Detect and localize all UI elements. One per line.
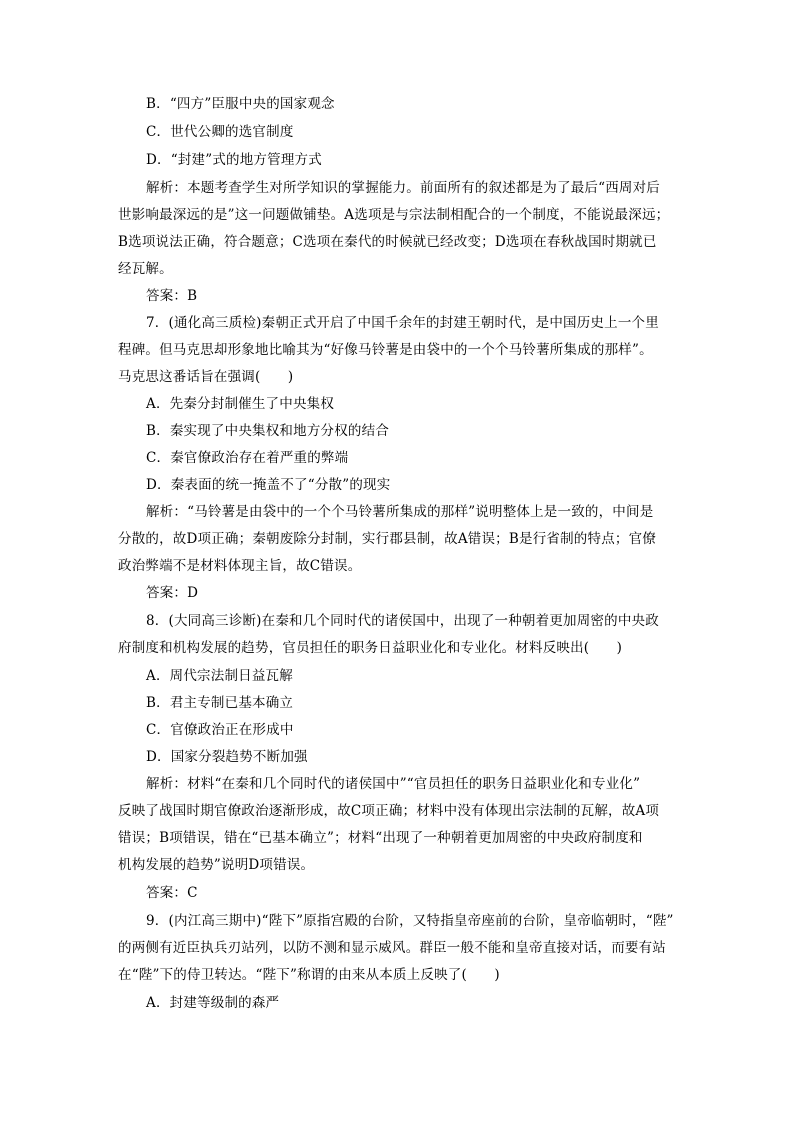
q7-stem-line: 马克思这番话旨在强调( ) [118,369,294,385]
q9-stem-line: 9．(内江高三期中)“陛下”原指宫殿的台阶，又特指皇帝座前的台阶，皇帝临朝时，“陛” [146,913,674,929]
q8-analysis-line: 错误；B项错误，错在“已基本确立”；材料“出现了一种朝着更加周密的中央政府制度和 [118,830,643,846]
q7-stem-line: 7．(通化高三质检)秦朝正式开启了中国千余年的封建王朝时代，是中国历史上一个里 [146,315,659,331]
q7-analysis-line: 解析：“马铃薯是由袋中的一个个马铃薯所集成的那样”说明整体上是一致的，中间是 [146,504,654,520]
q8-analysis-line: 机构发展的趋势”说明D项错误。 [118,857,315,873]
q8-option-d: D．国家分裂趋势不断加强 [146,749,308,765]
q9-stem-line: 在“陛”下的侍卫转达。“陛下”称谓的由来从本质上反映了( ) [118,967,500,983]
q8-analysis-line: 解析：材料“在秦和几个同时代的诸侯国中”“官员担任的职务日益职业化和专业化” [146,776,641,792]
q7-analysis-line: 政治弊端不是材料体现主旨，故C错误。 [118,558,362,574]
q8-answer: 答案：C [146,885,198,901]
q7-option-a: A．先秦分封制催生了中央集权 [146,396,335,412]
q8-analysis-line: 反映了战国时期官僚政治逐渐形成，故C项正确；材料中没有体现出宗法制的瓦解，故A项 [118,803,660,819]
q6-analysis-line: 解析：本题考查学生对所学知识的掌握能力。前面所有的叙述都是为了最后“西周对后 [146,180,661,196]
q6-analysis-line: 经瓦解。 [118,261,173,277]
q7-option-d: D．秦表面的统一掩盖不了“分散”的现实 [146,477,391,493]
q7-option-b: B．秦实现了中央集权和地方分权的结合 [146,423,390,439]
q9-stem-line: 的两侧有近臣执兵刃站列，以防不测和显示威风。群臣一般不能和皇帝直接对话，而要有站 [118,940,666,956]
q7-analysis-line: 分散的，故D项正确；秦朝废除分封制，实行郡县制，故A错误；B是行省制的特点；官僚 [118,531,656,547]
q8-stem-line: 府制度和机构发展的趋势，官员担任的职务日益职业化和专业化。材料反映出( ) [118,640,623,656]
q8-option-b: B．君主专制已基本确立 [146,695,294,711]
q7-option-c: C．秦官僚政治存在着严重的弊端 [146,450,349,466]
q6-answer: 答案：B [146,288,198,304]
q7-answer: 答案：D [146,585,199,601]
q6-analysis-line: 世影响最深远的是”这一问题做铺垫。A选项是与宗法制相配合的一个制度，不能说最深远； [118,207,670,223]
q8-option-c: C．官僚政治正在形成中 [146,722,294,738]
q6-option-b: B．“四方”臣服中央的国家观念 [146,96,335,112]
q8-stem-line: 8．(大同高三诊断)在秦和几个同时代的诸侯国中，出现了一种朝着更加周密的中央政 [146,613,659,629]
q6-option-d: D．“封建”式的地方管理方式 [146,152,322,168]
q7-stem-line: 程碑。但马克思却形象地比喻其为“好像马铃薯是由袋中的一个个马铃薯所集成的那样”。 [118,342,653,358]
q6-option-c: C．世代公卿的选官制度 [146,124,294,140]
q6-analysis-line: B选项说法正确，符合题意；C选项在秦代的时候就已经改变；D选项在春秋战国时期就已 [118,234,657,250]
q9-option-a: A．封建等级制的森严 [146,995,280,1011]
q8-option-a: A．周代宗法制日益瓦解 [146,668,293,684]
